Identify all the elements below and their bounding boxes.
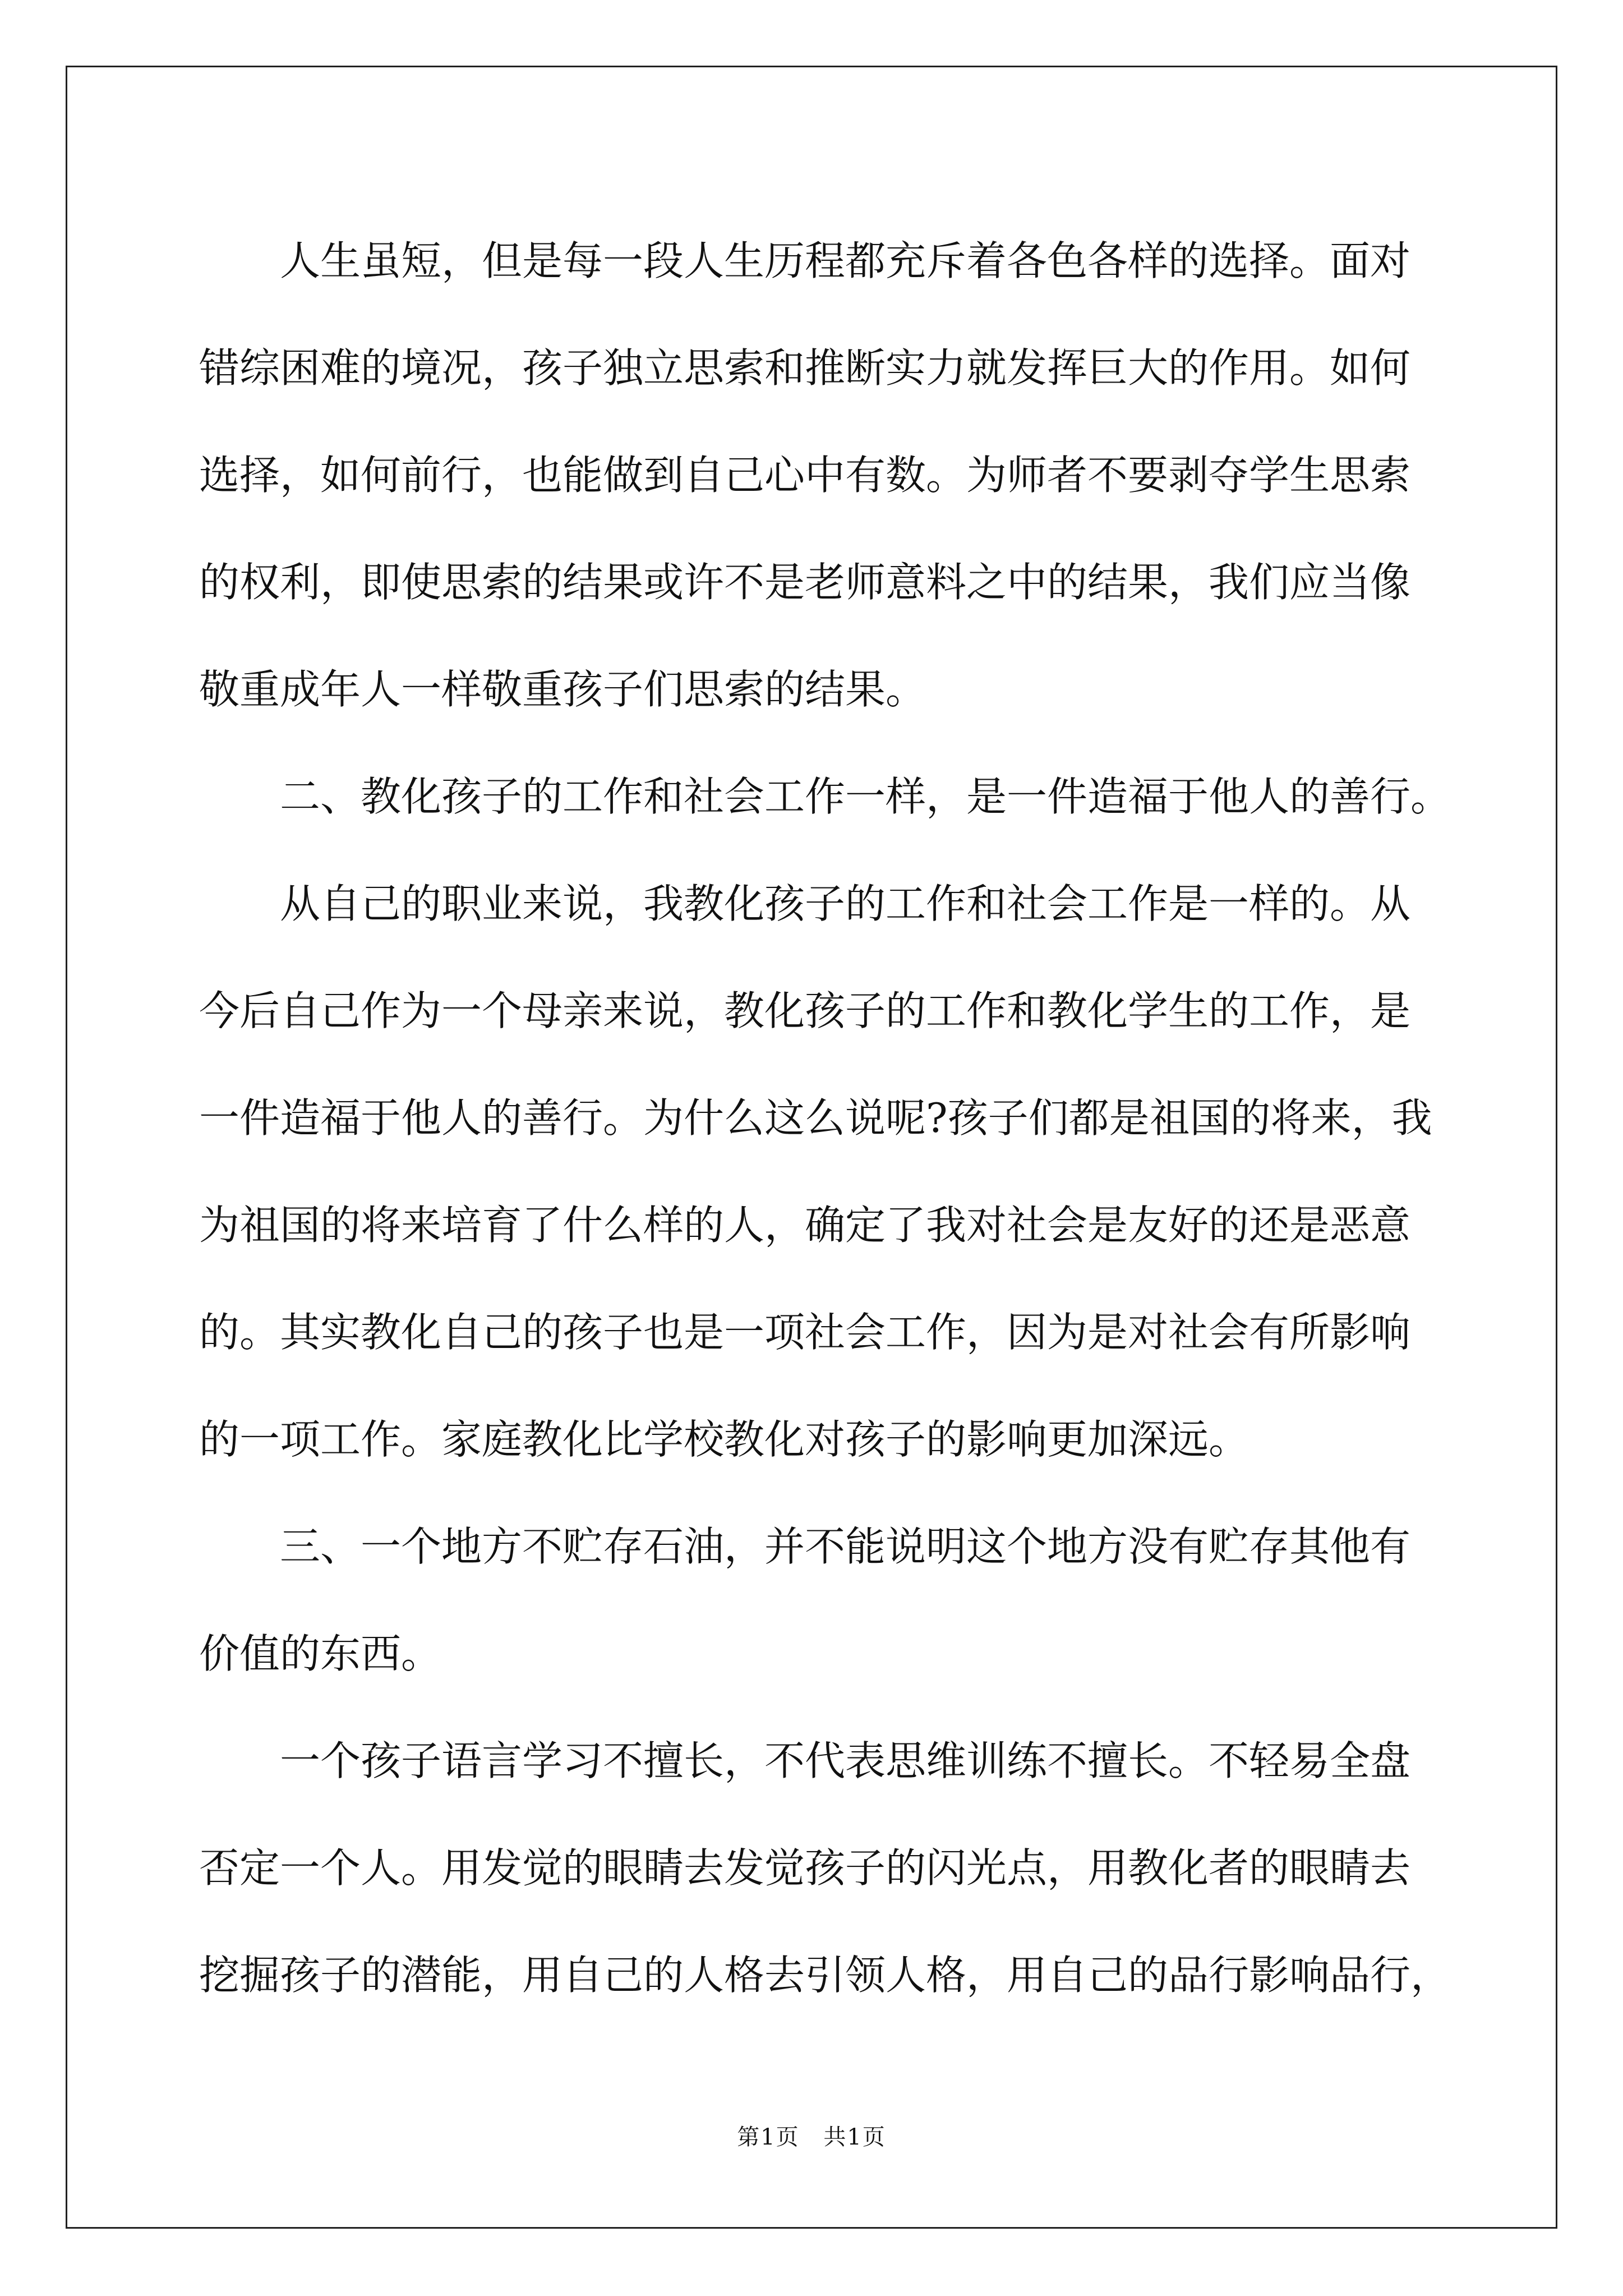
text-line: 挖掘孩子的潜能，用自己的人格去引领人格，用自己的品行影响品行， <box>199 1952 1451 1999</box>
text-line: 二、教化孩子的工作和社会工作一样，是一件造福于他人的善行。 <box>280 773 1451 820</box>
paragraph <box>199 743 1451 850</box>
text-line: 敬重成年人一样敬重孩子们思索的结果。 <box>199 666 926 713</box>
text-line: 人生虽短，但是每一段人生历程都充斥着各色各样的选择。面对 <box>280 237 1411 284</box>
paragraph <box>199 850 1432 1493</box>
text-line: 的权利，即使思索的结果或许不是老师意料之中的结果，我们应当像 <box>199 559 1411 606</box>
text-line: 价值的东西。 <box>199 1630 442 1677</box>
paragraph <box>199 1708 1451 2029</box>
document-body <box>199 208 1451 2029</box>
text-line: 选择，如何前行，也能做到自己心中有数。为师者不要剥夺学生思索 <box>199 452 1411 499</box>
text-line: 的一项工作。家庭教化比学校教化对孩子的影响更加深远。 <box>199 1416 1249 1463</box>
page-total: 共1页 <box>823 2124 886 2150</box>
text-line: 三、一个地方不贮存石油，并不能说明这个地方没有贮存其他有 <box>280 1523 1411 1570</box>
text-line: 否定一个人。用发觉的眼睛去发觉孩子的闪光点，用教化者的眼睛去 <box>199 1844 1411 1892</box>
page-footer <box>0 2119 1623 2151</box>
paragraph <box>199 208 1427 743</box>
text-line: 从自己的职业来说，我教化孩子的工作和社会工作是一样的。从 <box>280 880 1411 927</box>
page-number: 第1页 <box>737 2124 800 2150</box>
text-line: 的。其实教化自己的孩子也是一项社会工作，因为是对社会有所影响 <box>199 1309 1411 1356</box>
text-line: 今后自己作为一个母亲来说，教化孩子的工作和教化学生的工作，是 <box>199 987 1411 1034</box>
text-line: 错综困难的境况，孩子独立思索和推断实力就发挥巨大的作用。如何 <box>199 344 1411 392</box>
text-line: 一个孩子语言学习不擅长，不代表思维训练不擅长。不轻易全盘 <box>280 1737 1411 1784</box>
paragraph <box>199 1493 1427 1708</box>
text-line: 为祖国的将来培育了什么样的人，确定了我对社会是友好的还是恶意 <box>199 1202 1411 1249</box>
text-line: 一件造福于他人的善行。为什么这么说呢?孩子们都是祖国的将来，我 <box>199 1094 1432 1142</box>
